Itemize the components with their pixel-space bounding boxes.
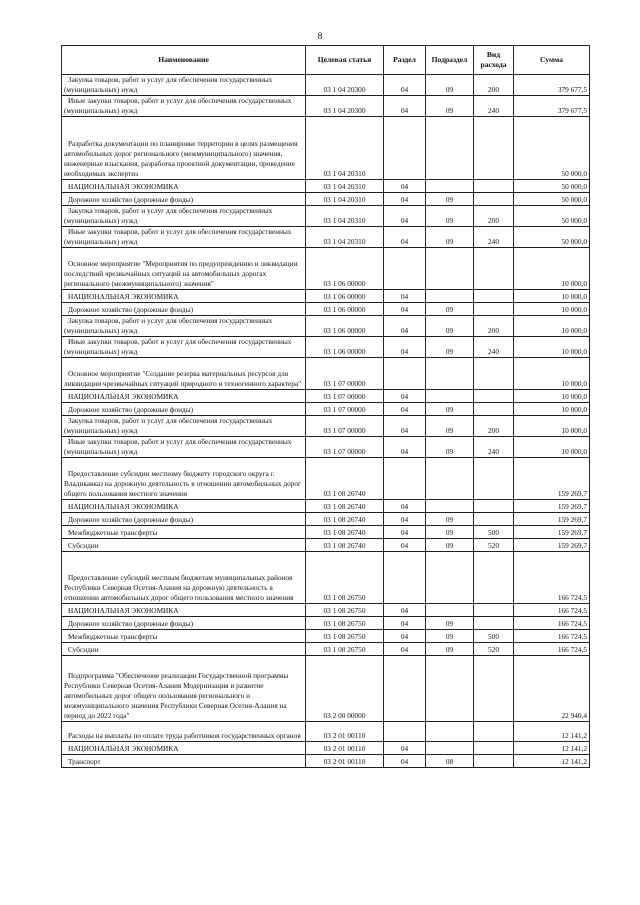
- table-row: [62, 337, 590, 358]
- table-row: [62, 227, 590, 248]
- table-row: [62, 526, 590, 539]
- cell-name: [62, 337, 306, 358]
- cell-vid: [474, 722, 514, 742]
- table-row: [62, 316, 590, 337]
- cell-razdel: 04: [384, 437, 426, 458]
- cell-name: [62, 617, 306, 630]
- table-row: [62, 303, 590, 316]
- cell-name: [62, 539, 306, 552]
- cell-name: [62, 722, 306, 742]
- cell-razdel: 04: [384, 604, 426, 617]
- cell-podrazdel: 09: [426, 75, 474, 96]
- cell-name: [62, 303, 306, 316]
- header-code: Целевая статья: [306, 46, 384, 75]
- cell-podrazdel: 09: [426, 526, 474, 539]
- table-row: [62, 458, 590, 500]
- cell-razdel: 04: [384, 500, 426, 513]
- cell-podrazdel: 09: [426, 303, 474, 316]
- cell-podrazdel: [426, 552, 474, 604]
- row-name-text: Транспорт: [68, 757, 101, 766]
- table-row: [62, 390, 590, 403]
- cell-razdel: 04: [384, 630, 426, 643]
- cell-code: 03 1 06 00000: [306, 316, 384, 337]
- cell-razdel: 04: [384, 75, 426, 96]
- cell-name: [62, 75, 306, 96]
- cell-vid: 520: [474, 643, 514, 656]
- cell-sum: 12 141,2: [514, 742, 590, 755]
- cell-code: 03 1 08 26740: [306, 539, 384, 552]
- cell-code: 03 1 04 20310: [306, 193, 384, 206]
- cell-podrazdel: 09: [426, 617, 474, 630]
- cell-razdel: [384, 722, 426, 742]
- cell-sum: 159 269,7: [514, 500, 590, 513]
- table-row: [62, 358, 590, 390]
- cell-code: 03 1 08 26740: [306, 513, 384, 526]
- row-name-text: Закупка товаров, работ и услуг для обеспечения государственных (муниципальных) нужд: [64, 416, 273, 435]
- cell-code: 03 2 01 00110: [306, 755, 384, 768]
- cell-code: 03 1 08 26750: [306, 630, 384, 643]
- cell-razdel: 04: [384, 180, 426, 193]
- cell-vid: 240: [474, 437, 514, 458]
- row-name-text: НАЦИОНАЛЬНАЯ ЭКОНОМИКА: [68, 502, 179, 511]
- cell-podrazdel: [426, 358, 474, 390]
- cell-code: 03 1 08 26750: [306, 552, 384, 604]
- cell-name: [62, 180, 306, 193]
- cell-code: 03 1 08 26750: [306, 617, 384, 630]
- row-name-text: Дорожное хозяйство (дорожные фонды): [68, 305, 194, 314]
- cell-name: [62, 290, 306, 303]
- cell-name: [62, 742, 306, 755]
- cell-sum: 166 724,5: [514, 604, 590, 617]
- cell-sum: 159 269,7: [514, 458, 590, 500]
- table-row: [62, 193, 590, 206]
- cell-vid: [474, 403, 514, 416]
- cell-razdel: [384, 358, 426, 390]
- cell-razdel: [384, 248, 426, 290]
- cell-podrazdel: 09: [426, 437, 474, 458]
- cell-podrazdel: [426, 390, 474, 403]
- cell-name: [62, 227, 306, 248]
- cell-razdel: 04: [384, 206, 426, 227]
- cell-sum: 50 000,0: [514, 193, 590, 206]
- table-row: [62, 248, 590, 290]
- cell-name: [62, 500, 306, 513]
- cell-vid: 200: [474, 316, 514, 337]
- cell-sum: 50 000,0: [514, 206, 590, 227]
- cell-name: [62, 604, 306, 617]
- cell-vid: 240: [474, 96, 514, 117]
- row-name-text: Закупка товаров, работ и услуг для обеспечения государственных (муниципальных) нужд: [64, 75, 273, 94]
- cell-podrazdel: [426, 656, 474, 722]
- cell-name: [62, 755, 306, 768]
- cell-code: 03 1 04 20310: [306, 227, 384, 248]
- cell-sum: 10 000,0: [514, 290, 590, 303]
- cell-podrazdel: 09: [426, 227, 474, 248]
- cell-sum: 10 000,0: [514, 358, 590, 390]
- cell-vid: [474, 656, 514, 722]
- cell-sum: 10 000,0: [514, 390, 590, 403]
- row-name-text: НАЦИОНАЛЬНАЯ ЭКОНОМИКА: [68, 392, 179, 401]
- cell-code: 03 1 06 00000: [306, 303, 384, 316]
- cell-podrazdel: [426, 458, 474, 500]
- row-name-text: Разработка документации по планировке территории в целях размещения автомобильных дорог регионального (межмуниципального) значения, инженерные изыскания, разработка проектной документации, проведение необходимых экспертиз: [64, 139, 298, 178]
- cell-vid: 240: [474, 337, 514, 358]
- cell-sum: 10 000,0: [514, 303, 590, 316]
- table-row: [62, 290, 590, 303]
- cell-sum: 10 000,0: [514, 316, 590, 337]
- cell-name: [62, 390, 306, 403]
- cell-vid: 240: [474, 227, 514, 248]
- cell-razdel: 04: [384, 290, 426, 303]
- cell-vid: 500: [474, 630, 514, 643]
- cell-sum: 166 724,5: [514, 552, 590, 604]
- cell-podrazdel: 09: [426, 513, 474, 526]
- cell-name: [62, 656, 306, 722]
- cell-name: [62, 117, 306, 180]
- table-row: [62, 437, 590, 458]
- cell-sum: 10 000,0: [514, 416, 590, 437]
- cell-name: [62, 358, 306, 390]
- cell-code: 03 1 04 20310: [306, 206, 384, 227]
- cell-sum: 159 269,7: [514, 513, 590, 526]
- cell-razdel: 04: [384, 416, 426, 437]
- row-name-text: Основное мероприятие "Мероприятия по предупреждению и ликвидации последствий чрезвычайных ситуаций на автомобильных дорогах регионального (межмуниципального) значения": [64, 259, 298, 288]
- cell-code: 03 1 04 20300: [306, 96, 384, 117]
- cell-code: 03 2 00 00000: [306, 656, 384, 722]
- cell-vid: 200: [474, 206, 514, 227]
- cell-razdel: 04: [384, 617, 426, 630]
- table-row: [62, 180, 590, 193]
- cell-podrazdel: [426, 742, 474, 755]
- row-name-text: Закупка товаров, работ и услуг для обеспечения государственных (муниципальных) нужд: [64, 206, 273, 225]
- cell-name: [62, 526, 306, 539]
- cell-podrazdel: 09: [426, 206, 474, 227]
- cell-podrazdel: 09: [426, 643, 474, 656]
- cell-name: [62, 248, 306, 290]
- cell-podrazdel: [426, 248, 474, 290]
- cell-vid: [474, 742, 514, 755]
- table-row: [62, 96, 590, 117]
- cell-sum: 10 000,0: [514, 248, 590, 290]
- cell-razdel: 04: [384, 303, 426, 316]
- table-row: [62, 617, 590, 630]
- cell-vid: [474, 117, 514, 180]
- cell-sum: 50 000,0: [514, 180, 590, 193]
- cell-razdel: 04: [384, 227, 426, 248]
- table-row: [62, 630, 590, 643]
- cell-sum: 159 269,7: [514, 526, 590, 539]
- table-body: [62, 75, 590, 768]
- cell-razdel: 04: [384, 96, 426, 117]
- cell-name: [62, 206, 306, 227]
- row-name-text: НАЦИОНАЛЬНАЯ ЭКОНОМИКА: [68, 606, 179, 615]
- cell-razdel: 04: [384, 755, 426, 768]
- cell-name: [62, 630, 306, 643]
- row-name-text: НАЦИОНАЛЬНАЯ ЭКОНОМИКА: [68, 744, 179, 753]
- cell-podrazdel: 08: [426, 755, 474, 768]
- table-header-row: [62, 46, 590, 75]
- cell-podrazdel: [426, 500, 474, 513]
- table-row: [62, 403, 590, 416]
- cell-sum: 166 724,5: [514, 630, 590, 643]
- cell-vid: [474, 358, 514, 390]
- row-name-text: Иные закупки товаров, работ и услуг для обеспечения государственных (муниципальных) нужд: [64, 96, 292, 115]
- cell-code: 03 1 07 00000: [306, 403, 384, 416]
- cell-vid: [474, 193, 514, 206]
- table-row: [62, 656, 590, 722]
- table-row: [62, 604, 590, 617]
- cell-podrazdel: [426, 290, 474, 303]
- cell-code: 03 1 08 26740: [306, 500, 384, 513]
- cell-vid: 500: [474, 526, 514, 539]
- table-row: [62, 117, 590, 180]
- cell-sum: 50 000,0: [514, 227, 590, 248]
- cell-code: 03 2 01 00110: [306, 742, 384, 755]
- cell-code: 03 2 01 00110: [306, 722, 384, 742]
- cell-vid: [474, 248, 514, 290]
- cell-code: 03 1 07 00000: [306, 416, 384, 437]
- cell-vid: [474, 390, 514, 403]
- cell-code: 03 1 08 26750: [306, 604, 384, 617]
- cell-podrazdel: [426, 117, 474, 180]
- row-name-text: Иные закупки товаров, работ и услуг для обеспечения государственных (муниципальных) нужд: [64, 227, 292, 246]
- row-name-text: Закупка товаров, работ и услуг для обеспечения государственных (муниципальных) нужд: [64, 316, 273, 335]
- cell-name: [62, 552, 306, 604]
- cell-vid: 520: [474, 539, 514, 552]
- header-podrazdel: Подраздел: [426, 46, 474, 75]
- cell-razdel: [384, 117, 426, 180]
- row-name-text: Иные закупки товаров, работ и услуг для обеспечения государственных (муниципальных) нужд: [64, 337, 292, 356]
- cell-vid: [474, 617, 514, 630]
- cell-sum: 166 724,5: [514, 643, 590, 656]
- cell-name: [62, 643, 306, 656]
- row-name-text: Подпрограмма "Обеспечение реализации Государственной программы Республики Северная Осетия-Алания Модернизация и развитие автомобильных дорог общего пользования регионального и межмуниципального значения Республики Северная Осетия-Алания на период до 2022 года": [64, 671, 289, 720]
- cell-code: 03 1 06 00000: [306, 290, 384, 303]
- cell-razdel: 04: [384, 539, 426, 552]
- row-name-text: Предоставление субсидий местным бюджетам муниципальных районов Республики Северная Осетия-Алания на дорожную деятельность в отношении автомобильных дорог общего пользования местного значения: [64, 573, 294, 602]
- cell-vid: [474, 290, 514, 303]
- table-row: [62, 513, 590, 526]
- cell-razdel: 04: [384, 390, 426, 403]
- cell-name: [62, 193, 306, 206]
- table-row: [62, 742, 590, 755]
- cell-code: 03 1 04 20300: [306, 75, 384, 96]
- cell-podrazdel: 09: [426, 193, 474, 206]
- cell-razdel: 04: [384, 193, 426, 206]
- cell-razdel: [384, 552, 426, 604]
- cell-sum: 50 000,0: [514, 117, 590, 180]
- row-name-text: Дорожное хозяйство (дорожные фонды): [68, 405, 194, 414]
- cell-razdel: 04: [384, 316, 426, 337]
- cell-vid: 200: [474, 416, 514, 437]
- cell-code: 03 1 08 26750: [306, 643, 384, 656]
- cell-name: [62, 316, 306, 337]
- cell-podrazdel: 09: [426, 539, 474, 552]
- cell-podrazdel: 09: [426, 416, 474, 437]
- row-name-text: Дорожное хозяйство (дорожные фонды): [68, 619, 194, 628]
- row-name-text: НАЦИОНАЛЬНАЯ ЭКОНОМИКА: [68, 182, 179, 191]
- cell-sum: 10 000,0: [514, 437, 590, 458]
- cell-sum: 12 141,2: [514, 755, 590, 768]
- row-name-text: НАЦИОНАЛЬНАЯ ЭКОНОМИКА: [68, 292, 179, 301]
- cell-razdel: [384, 458, 426, 500]
- cell-name: [62, 403, 306, 416]
- cell-sum: 379 677,5: [514, 96, 590, 117]
- cell-sum: 379 677,5: [514, 75, 590, 96]
- cell-vid: [474, 755, 514, 768]
- row-name-text: Предоставление субсидии местному бюджету городского округа г. Владикавказ на дорожную деятельность в отношении автомобильных дорог общего пользования местного значения: [64, 469, 302, 498]
- header-vid: Вид расхода: [474, 46, 514, 75]
- cell-vid: 200: [474, 75, 514, 96]
- cell-code: 03 1 08 26740: [306, 458, 384, 500]
- cell-code: 03 1 08 26740: [306, 526, 384, 539]
- header-name: Наименование: [62, 46, 306, 75]
- row-name-text: Межбюджетные трансферты: [68, 528, 158, 537]
- cell-podrazdel: 09: [426, 316, 474, 337]
- cell-razdel: 04: [384, 742, 426, 755]
- cell-podrazdel: 09: [426, 630, 474, 643]
- cell-sum: 22 940,4: [514, 656, 590, 722]
- cell-vid: [474, 604, 514, 617]
- header-sum: Сумма: [514, 46, 590, 75]
- cell-podrazdel: 09: [426, 403, 474, 416]
- cell-code: 03 1 04 20310: [306, 117, 384, 180]
- cell-name: [62, 96, 306, 117]
- row-name-text: Дорожное хозяйство (дорожные фонды): [68, 195, 194, 204]
- cell-razdel: 04: [384, 643, 426, 656]
- cell-podrazdel: 09: [426, 337, 474, 358]
- cell-podrazdel: [426, 604, 474, 617]
- row-name-text: Межбюджетные трансферты: [68, 632, 158, 641]
- cell-name: [62, 437, 306, 458]
- table-row: [62, 722, 590, 742]
- cell-vid: [474, 500, 514, 513]
- table-row: [62, 416, 590, 437]
- cell-sum: 159 269,7: [514, 539, 590, 552]
- cell-vid: [474, 513, 514, 526]
- cell-name: [62, 513, 306, 526]
- cell-razdel: 04: [384, 403, 426, 416]
- cell-razdel: 04: [384, 526, 426, 539]
- cell-vid: [474, 303, 514, 316]
- table-row: [62, 755, 590, 768]
- header-razdel: Раздел: [384, 46, 426, 75]
- row-name-text: Субсидии: [68, 541, 99, 550]
- row-name-text: Дорожное хозяйство (дорожные фонды): [68, 515, 194, 524]
- cell-code: 03 1 07 00000: [306, 390, 384, 403]
- cell-name: [62, 458, 306, 500]
- table-row: [62, 75, 590, 96]
- row-name-text: Основное мероприятие "Создание резерва материальных ресурсов для ликвидации чрезвычайных ситуаций природного и техногенного характера": [64, 369, 302, 388]
- cell-code: 03 1 06 00000: [306, 337, 384, 358]
- cell-name: [62, 416, 306, 437]
- cell-code: 03 1 07 00000: [306, 437, 384, 458]
- cell-sum: 10 000,0: [514, 403, 590, 416]
- budget-table: [61, 45, 590, 768]
- page-number: 8: [317, 32, 323, 42]
- cell-vid: [474, 458, 514, 500]
- cell-razdel: [384, 656, 426, 722]
- row-name-text: Субсидии: [68, 645, 99, 654]
- cell-razdel: 04: [384, 337, 426, 358]
- table-row: [62, 643, 590, 656]
- table-row: [62, 539, 590, 552]
- cell-code: 03 1 06 00000: [306, 248, 384, 290]
- cell-vid: [474, 552, 514, 604]
- cell-vid: [474, 180, 514, 193]
- table-row: [62, 552, 590, 604]
- cell-podrazdel: [426, 180, 474, 193]
- cell-sum: 12 141,2: [514, 722, 590, 742]
- table-row: [62, 500, 590, 513]
- cell-razdel: 04: [384, 513, 426, 526]
- cell-code: 03 1 07 00000: [306, 358, 384, 390]
- row-name-text: Иные закупки товаров, работ и услуг для обеспечения государственных (муниципальных) нужд: [64, 437, 292, 456]
- cell-podrazdel: [426, 722, 474, 742]
- cell-sum: 10 000,0: [514, 337, 590, 358]
- cell-sum: 166 724,5: [514, 617, 590, 630]
- row-name-text: Расходы на выплаты по оплате труда работников государственных органов: [68, 731, 301, 740]
- cell-code: 03 1 04 20310: [306, 180, 384, 193]
- table-row: [62, 206, 590, 227]
- cell-podrazdel: 09: [426, 96, 474, 117]
